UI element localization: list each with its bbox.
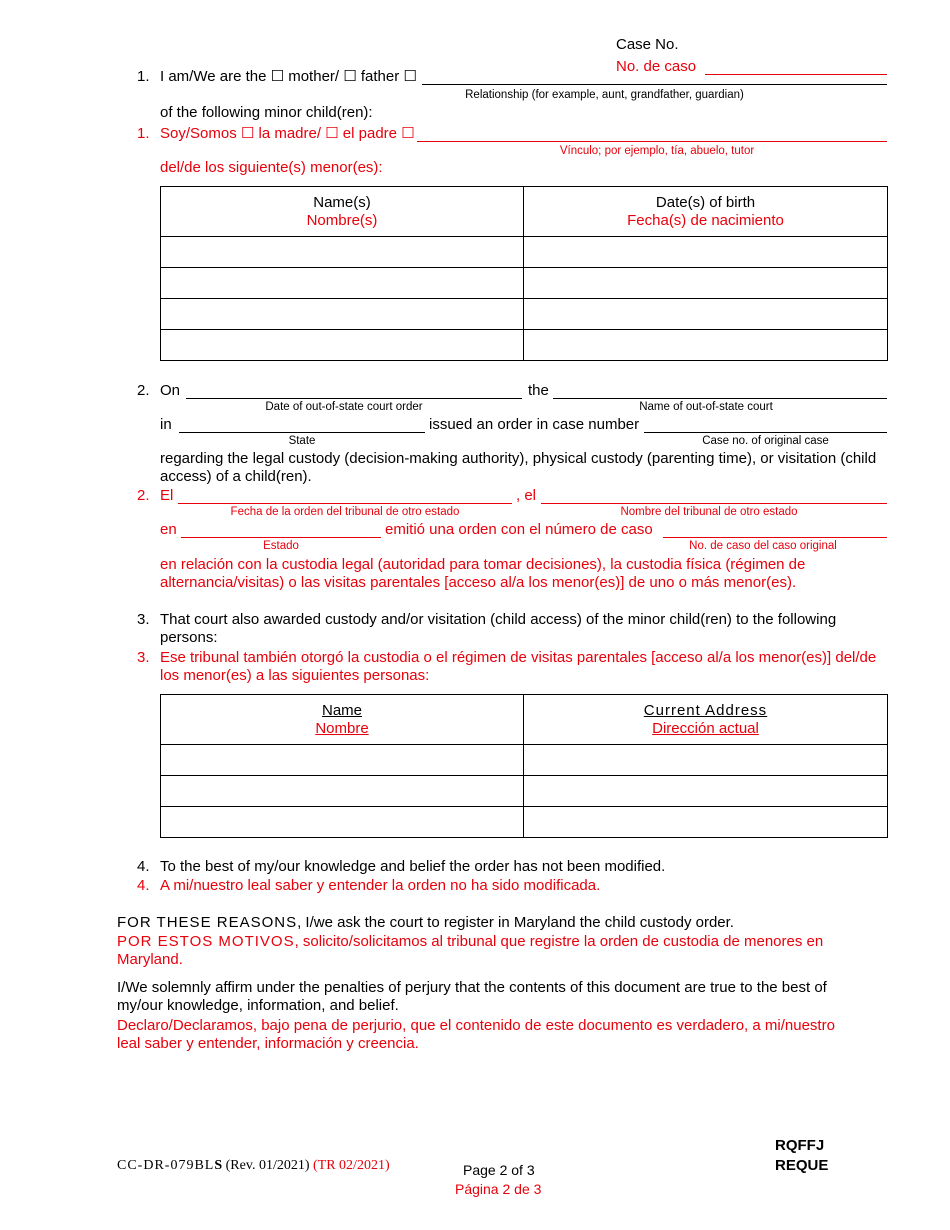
children-col-dob-es: Fecha(s) de nacimiento	[627, 211, 784, 229]
person-address-cell[interactable]	[524, 745, 888, 776]
person-name-cell[interactable]	[161, 807, 524, 838]
person-address-cell[interactable]	[524, 776, 888, 807]
table-row	[161, 299, 888, 330]
item2-number-es: 2.	[137, 487, 150, 504]
item1-text-es: Soy/Somos ☐ la madre/ ☐ el padre ☐	[160, 125, 415, 142]
item2-number: 2.	[137, 382, 150, 399]
table-row	[161, 237, 888, 268]
item1-text2-es: del/de los siguiente(s) menor(es):	[160, 159, 383, 176]
item2-emitio: emitió una orden con el número de caso	[385, 521, 653, 538]
relationship-caption: Relationship (for example, aunt, grandfather, guardian)	[465, 89, 744, 101]
affirm-paragraph-es: Declaro/Declaramos, bajo pena de perjurio, que el contenido de este documento es verdadero, a mi/nuestro leal saber y entender, información y creencia.	[117, 1017, 835, 1052]
item3-text: That court also awarded custody and/or visitation (child access) of the minor child(ren) to the following persons:	[160, 611, 837, 646]
persons-header-address	[524, 695, 888, 745]
form-id: CC-DR-079BL	[117, 1158, 215, 1173]
affirm-paragraph: I/We solemnly affirm under the penalties of perjury that the contents of this document are true to the best of my/our knowledge, information, and belief.	[117, 979, 827, 1014]
reasons-paragraph	[117, 914, 877, 932]
form-id-suffix: S	[214, 1158, 223, 1173]
case-number-field[interactable]	[705, 74, 887, 75]
date-caption: Date of out-of-state court order	[265, 401, 423, 413]
reasons-text-es: , solicito/solicitamos al tribunal que registre la orden de custodia de menores en Maryland.	[117, 933, 824, 968]
court-caption-es: Nombre del tribunal de otro estado	[620, 506, 798, 518]
child-dob-cell[interactable]	[524, 268, 888, 299]
person-name-cell[interactable]	[161, 776, 524, 807]
persons-table-header	[161, 695, 888, 745]
court-name-field[interactable]	[553, 398, 887, 399]
item2-on: On	[160, 382, 181, 399]
item1-text: I am/We are the ☐ mother/ ☐ father ☐	[160, 68, 417, 85]
child-name-cell[interactable]	[161, 299, 524, 330]
relationship-field-es[interactable]	[417, 141, 887, 142]
page-number: Page 2 of 3	[463, 1162, 535, 1178]
reasons-paragraph-es	[117, 933, 837, 969]
child-name-cell[interactable]	[161, 237, 524, 268]
case-caption: Case no. of original case	[702, 435, 829, 447]
relationship-field[interactable]	[422, 84, 887, 85]
case-no-label-es: No. de caso	[616, 58, 697, 75]
item2-regarding-es: en relación con la custodia legal (autoridad para tomar decisiones), la custodia física (régimen de alternancia/visitas) o las visitas parentales [acceso al/a los menor(es)] de uno o más menor(es).	[160, 556, 806, 591]
persons-header-name	[161, 695, 524, 745]
form-code-2: REQUE	[775, 1157, 829, 1174]
children-table-header	[161, 187, 888, 237]
form-tr: (TR 02/2021)	[313, 1158, 390, 1173]
table-row	[161, 268, 888, 299]
case-caption-es: No. de caso del caso original	[689, 540, 837, 552]
persons-table	[160, 694, 888, 838]
person-address-cell[interactable]	[524, 807, 888, 838]
case-number-original-field-es[interactable]	[663, 537, 887, 538]
case-number-original-field[interactable]	[644, 432, 887, 433]
item2-issued: issued an order in case number	[429, 416, 640, 433]
date-caption-es: Fecha de la orden del tribunal de otro estado	[230, 506, 460, 518]
item2-regarding: regarding the legal custody (decision-making authority), physical custody (parenting time), or visitation (child access) of a child(ren).	[160, 450, 877, 485]
relationship-caption-es: Vínculo; por ejemplo, tía, abuelo, tutor	[559, 145, 755, 157]
court-name-field-es[interactable]	[541, 503, 887, 504]
child-name-cell[interactable]	[161, 268, 524, 299]
person-name-cell[interactable]	[161, 745, 524, 776]
page-number-es: Página 2 de 3	[455, 1181, 542, 1197]
children-col-name: Name(s)	[313, 193, 371, 211]
persons-col-name-es: Nombre	[315, 719, 369, 737]
reasons-lead: FOR THESE REASONS	[117, 914, 298, 931]
persons-col-name: Name	[321, 701, 362, 719]
court-order-date-field-es[interactable]	[178, 503, 512, 504]
reasons-lead-es: POR ESTOS MOTIVOS	[117, 933, 295, 950]
item4-number-es: 4.	[137, 877, 150, 894]
item3-text-es: Ese tribunal también otorgó la custodia o el régimen de visitas parentales [acceso al/a los menor(es)] del/de los menor(es) a las siguientes personas:	[160, 649, 877, 684]
children-col-name-es: Nombre(s)	[306, 211, 378, 229]
children-header-dob	[524, 187, 888, 237]
table-row	[161, 330, 888, 361]
persons-col-address-es: Dirección actual	[652, 719, 759, 737]
child-dob-cell[interactable]	[524, 299, 888, 330]
table-row	[161, 745, 888, 776]
children-col-dob: Date(s) of birth	[655, 193, 756, 211]
table-row	[161, 807, 888, 838]
form-code-1: RQFFJ	[775, 1137, 825, 1154]
child-name-cell[interactable]	[161, 330, 524, 361]
children-header-name	[161, 187, 524, 237]
child-dob-cell[interactable]	[524, 330, 888, 361]
court-order-date-field[interactable]	[186, 398, 522, 399]
item4-text: To the best of my/our knowledge and belief the order has not been modified.	[160, 858, 666, 875]
item2-in: in	[160, 416, 172, 433]
children-table	[160, 186, 888, 361]
form-rev: (Rev. 01/2021)	[225, 1158, 310, 1173]
state-caption-es: Estado	[263, 540, 299, 552]
case-no-label: Case No.	[616, 36, 679, 53]
item3-number-es: 3.	[137, 649, 150, 666]
state-caption: State	[288, 435, 316, 447]
state-field[interactable]	[179, 432, 425, 433]
item3-number: 3.	[137, 611, 150, 628]
item2-el: El	[160, 487, 174, 504]
item2-comma-el: , el	[516, 487, 537, 504]
item1-text2: of the following minor child(ren):	[160, 104, 373, 121]
form-id-block	[117, 1157, 390, 1175]
item2-en: en	[160, 521, 177, 538]
court-caption: Name of out-of-state court	[639, 401, 773, 413]
item4-text-es: A mi/nuestro leal saber y entender la orden no ha sido modificada.	[160, 877, 601, 894]
table-row	[161, 776, 888, 807]
item4-number: 4.	[137, 858, 150, 875]
persons-col-address: Current Address	[643, 701, 768, 719]
item2-the: the	[528, 382, 549, 399]
item1-number-es: 1.	[137, 125, 150, 142]
child-dob-cell[interactable]	[524, 237, 888, 268]
item1-number: 1.	[137, 68, 150, 85]
state-field-es[interactable]	[181, 537, 381, 538]
reasons-text: , I/we ask the court to register in Maryland the child custody order.	[297, 914, 734, 931]
